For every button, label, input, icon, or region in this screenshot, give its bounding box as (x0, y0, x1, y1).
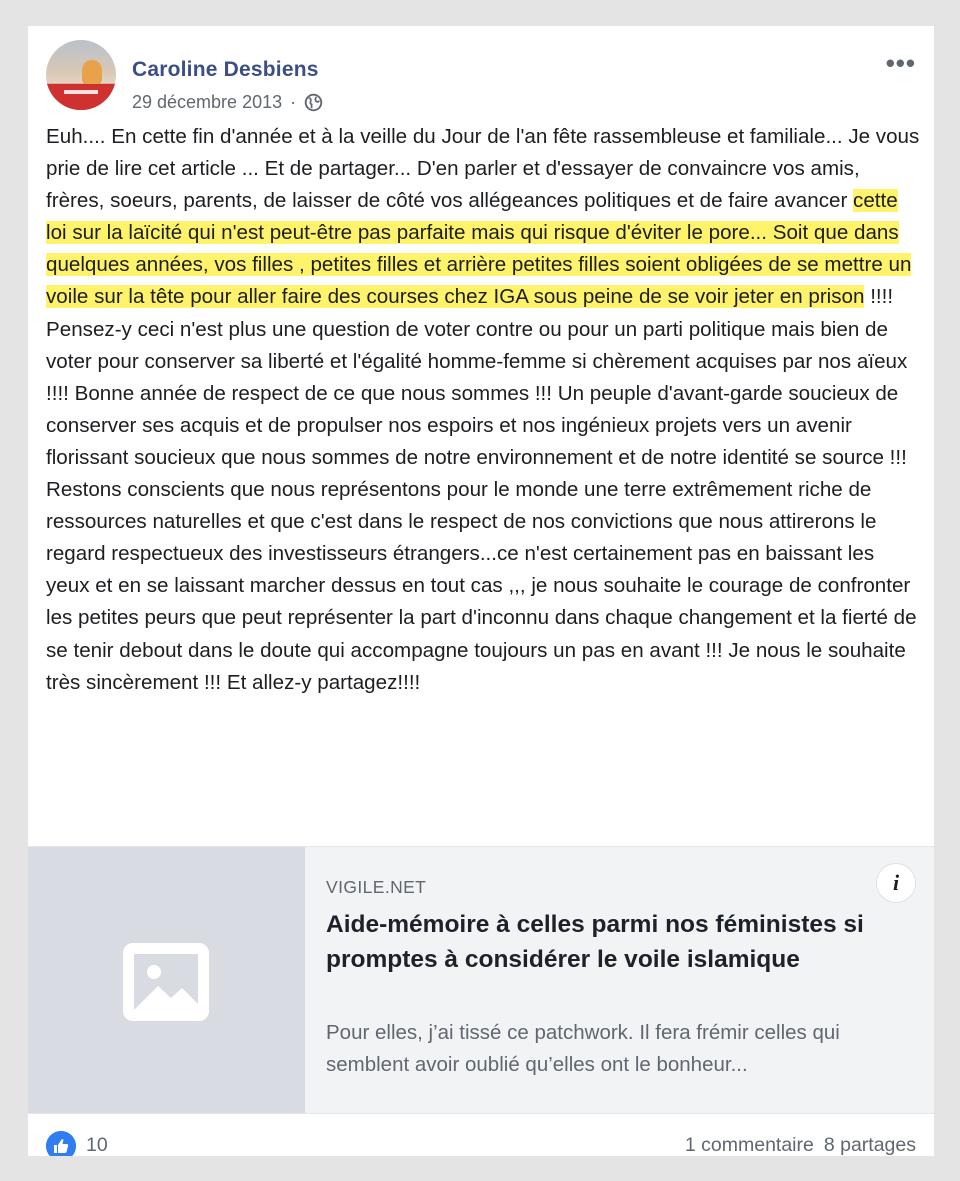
post-meta (132, 92, 323, 113)
date-separator: · (290, 92, 297, 112)
link-title[interactable]: Aide-mémoire à celles parmi nos féministes si promptes à considérer le voile islamique (326, 911, 864, 973)
post-header (46, 40, 916, 110)
post-date[interactable]: 29 décembre 2013 (132, 92, 283, 112)
post-text-segment: Euh.... En cette fin d'année et à la veille du Jour de l'an fête rassembleuse et familiale... Je vous prie de lire cet article ... Et de partager... D'en parler et d'essayer de convaincre vos amis, frères, soeurs, parents, de laisser de côté vos allégeances politiques et de faire avancer (46, 125, 920, 213)
info-icon[interactable]: i (876, 863, 916, 903)
link-preview[interactable] (28, 846, 934, 1114)
globe-icon (304, 93, 323, 112)
like-icon (46, 1131, 76, 1156)
avatar[interactable] (46, 40, 116, 110)
comments-count[interactable]: 1 commentaire (684, 1134, 814, 1156)
post-card (28, 26, 934, 1156)
highlighted-text: cette loi sur la laïcité qui n'est peut-être pas parfaite mais qui risque d'éviter le pore... Soit que dans quelques années, vos filles , petites filles et arrière petites filles soient obligées de se mettre un voile sur la tête pour aller faire des courses chez IGA sous peine de se voir jeter en prison (46, 189, 912, 309)
author-name[interactable]: Caroline Desbiens (132, 58, 319, 81)
more-options-icon[interactable]: ••• (885, 48, 916, 78)
link-domain: VIGILE.NET (326, 877, 427, 897)
image-placeholder-icon (123, 943, 209, 1021)
link-thumbnail[interactable] (28, 847, 305, 1113)
post-body (46, 121, 921, 699)
post-text-segment: !!!! Pensez-y ceci n'est plus une question de voter contre ou pour un parti politique mais bien de voter pour conserver sa liberté et l'égalité homme-femme si chèrement acquises par nos aïeux !!!! Bonne année de respect de ce que nous sommes !!! Un peuple d'avant-garde soucieux de conserver ses acquis et de propulser nos espoirs et nos ingénieux projets vers un avenir florissant soucieux que nous sommes de notre environnement et de notre identité se source !!! Restons conscients que nous représentons pour le monde une terre extrêmement riche de ressources naturelles et que c'est dans le respect de nos convictions que nous attirerons le regard respectueux des investisseurs étrangers...ce n'est certainement pas en baissant les yeux et en se laissant marcher dessus en tout cas ,,, je nous souhaite le courage de confronter les petites peurs que peut représenter la part d'inconnu dans chaque changement et la fierté de se tenir debout dans le doute qui accompagne toujours un pas en avant !!! Je nous le souhaite très sincèrement !!! Et allez-y partagez!!!! (46, 285, 917, 694)
link-description: Pour elles, j’ai tissé ce patchwork. Il fera frémir celles qui semblent avoir oublié qu’elles ont le bonheur... (326, 1021, 840, 1076)
post-footer (46, 1131, 916, 1156)
post-stats (685, 1134, 916, 1156)
like-count[interactable]: 10 (86, 1134, 108, 1156)
shares-count[interactable]: 8 partages (823, 1134, 916, 1156)
